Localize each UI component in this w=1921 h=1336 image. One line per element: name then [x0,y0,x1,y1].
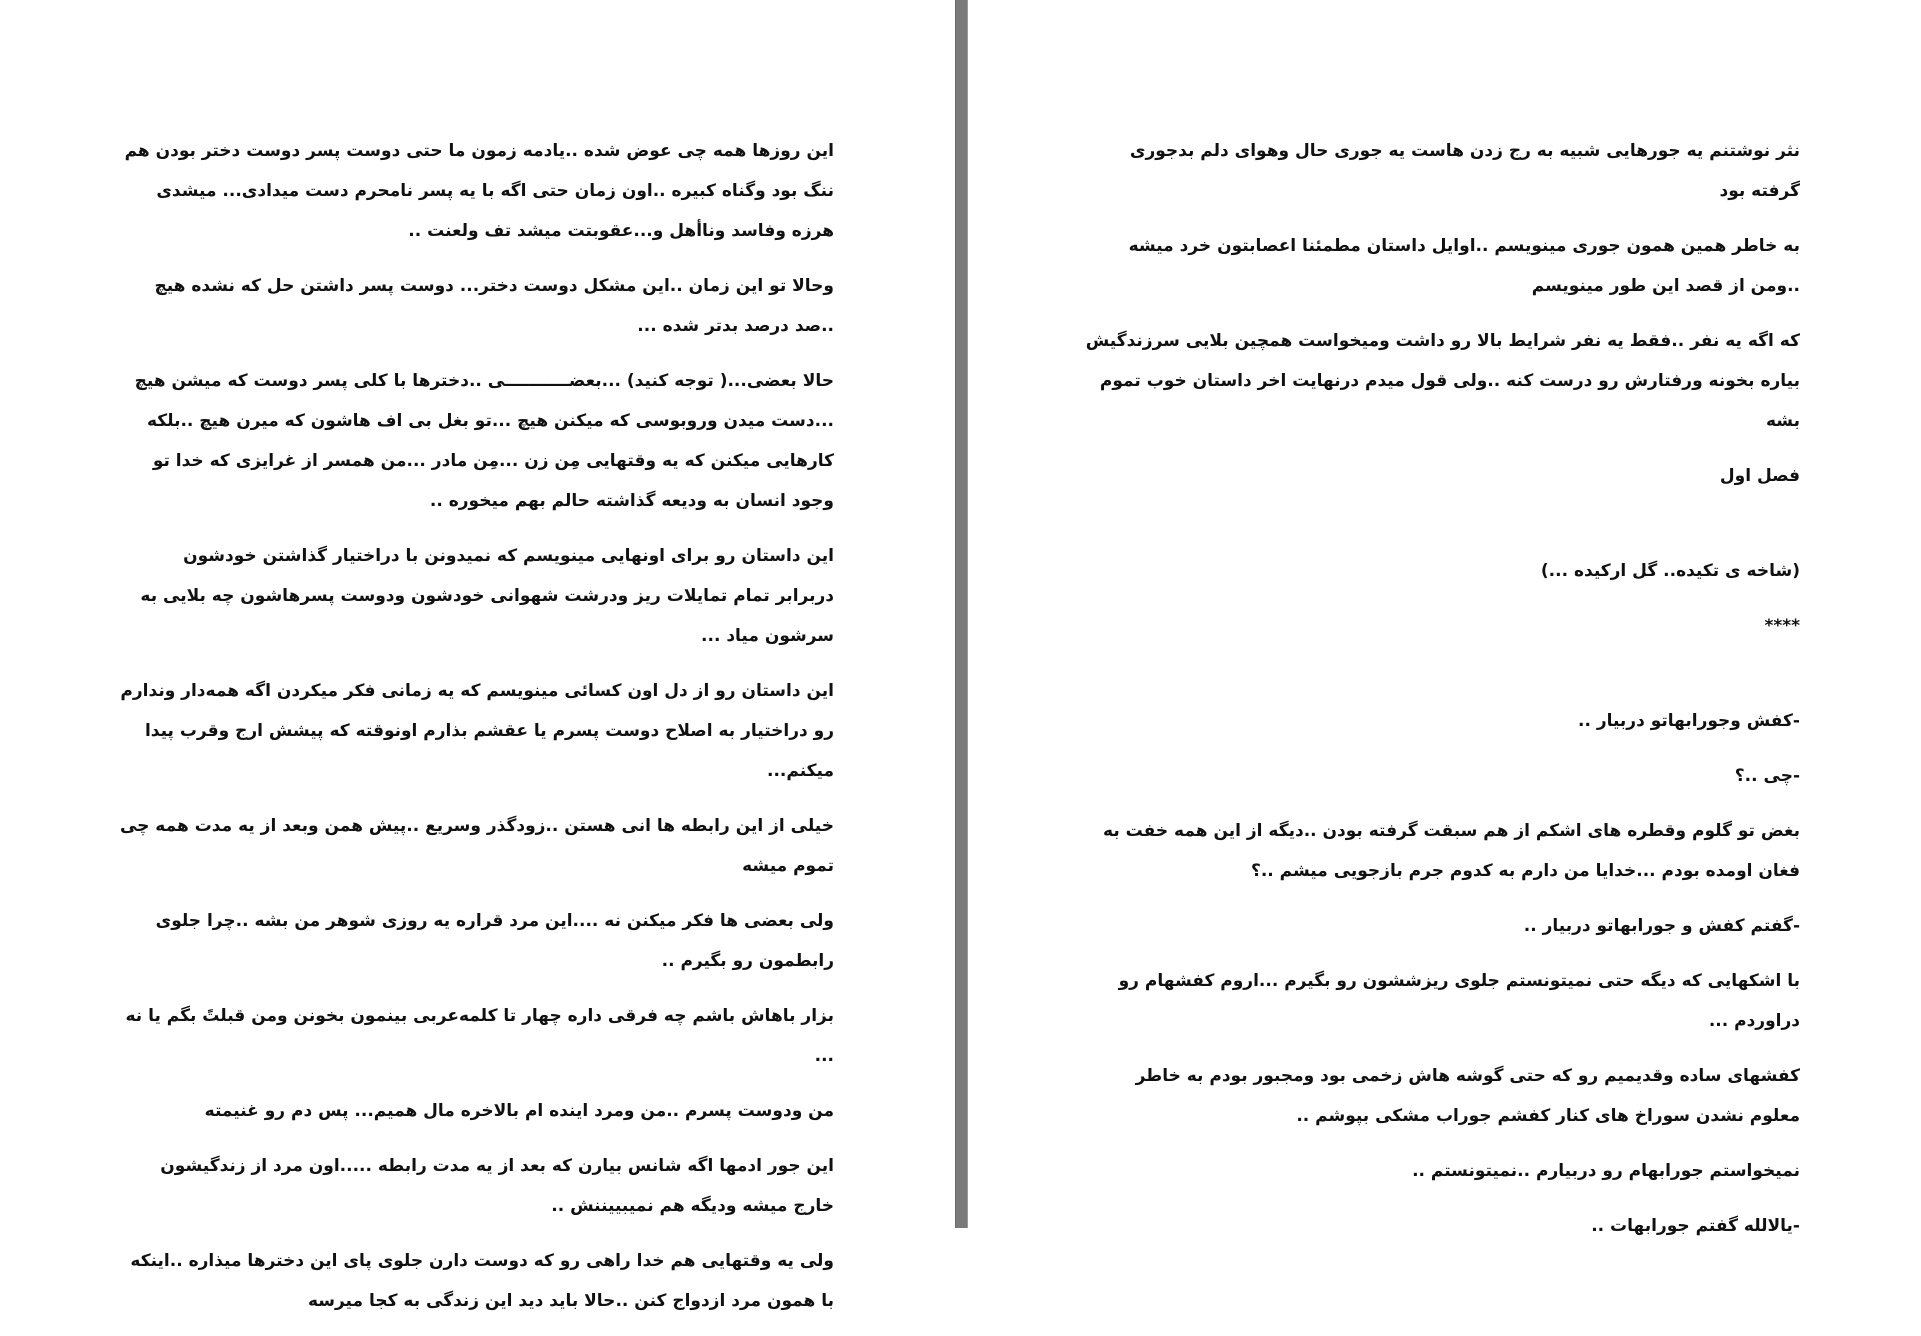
paragraph: -گفتم کفش و جورابهاتو دربیار .. [1523,916,1800,936]
paragraph: این داستان رو برای اونهایی مینویسم که نمیدونن با دراختیار گذاشتن خودشون دربرابر تمام تمایلات ریز ودرشت شهوانی خودشون ودوست پسرهاشون چه بلایی به سرشون میاد ... [140,546,834,646]
paragraph: ولی بعضی ها فکر میکنن نه ....این مرد قراره یه روزی شوهر من بشه ..چرا جلوی رابطمون رو بگیرم .. [155,911,834,971]
paragraph: ولی یه وقتهایی هم خدا راهی رو که دوست دارن جلوی پای این دخترها میذاره ..اینکه با همون مرد ازدواج کنن ..حالا باید دید این زندگی به کجا میرسه [130,1251,834,1311]
page-left-text [119,131,834,1336]
paragraph: من ودوست پسرم ..من ومرد اینده ام بالاخره مال همیم... پس دم رو غنیمته [204,1101,834,1121]
paragraph: به خاطر همین همون جوری مینویسم ..اوایل داستان مطمئنا اعصابتون خرد میشه ..ومن از قصد این طور مینویسم [1128,236,1800,296]
paragraph: نمیخواستم جورابهام رو دربیارم ..نمیتونستم .. [1412,1161,1800,1181]
chapter-heading: فصل اول [1719,466,1800,486]
paragraph: این جور ادمها اگه شانس بیارن که بعد از یه مدت رابطه .....اون مرد از زندگیشون خارج میشه ودیگه هم نمیبییننش .. [160,1156,834,1216]
section-separator: **** [1764,616,1800,636]
paragraph: که اگه یه نفر ..فقط یه نفر شرایط بالا رو داشت ومیخواست همچین بلایی سرزندگیش بیاره بخونه ورفتارش رو درست کنه ..ولی قول میدم درنهایت اخر داستان خوب تموم بشه [1085,331,1800,431]
paragraph: با اشکهایی که دیگه حتی نمیتونستم جلوی ریزششون رو بگیرم ...اروم کفشهام رو دراوردم ... [1118,971,1800,1031]
paragraph: -چی ..؟ [1734,766,1800,786]
paragraph: خیلی از این رابطه ها انی هستن ..زودگذر وسریع ..پیش همن وبعد از یه مدت همه چی تموم میشه [119,816,834,876]
paragraph: -یالالله گفتم جورابهات .. [1591,1216,1800,1236]
paragraph: -کفش وجورابهاتو دربیار .. [1577,711,1800,731]
page-gutter [955,0,968,1228]
paragraph: کفشهای ساده وقدیمیم رو که حتی گوشه هاش زخمی بود ومجبور بودم به خاطر معلوم نشدن سوراخ های کنار کفشم جوراب مشکی بپوشم .. [1135,1066,1800,1126]
page-left [0,0,955,1311]
page-right [968,0,1921,1236]
blank-line [1085,511,1800,551]
paragraph: این داستان رو از دل اون کسائی مینویسم که یه زمانی فکر میکردن اگه همه‌دار وندارم رو دراختیار به اصلاح دوست پسرم یا عقشم بذارم اونوقته که پیشش ارج وقرب پیدا میکنم... [120,681,834,781]
paragraph: بغض تو گلوم وقطره های اشکم از هم سبقت گرفته بودن ..دیگه از این همه خفت به فغان اومده بودم ...خدایا من دارم به کدوم جرم بازجویی میشم ..؟ [1103,821,1800,881]
paragraph: حالا بعضی...( توجه کنید) ...بعضـــــــــــی ..دخترها با کلی پسر دوست که میشن هیچ ...دست میدن وروبوسی که میکنن هیچ ...تو بغل بی اف هاشون که میرن هیچ ..بلکه کارهایی میکنن که یه وقتهایی مِن زن ...مِن مادر ...من همسر از غرایزی که خدا تو وجود انسان به ودیعه گذاشته حالم بهم میخوره .. [134,371,834,511]
chapter-subtitle: (شاخه ی تکیده.. گل ارکیده ...) [1540,561,1800,581]
paragraph: نثر نوشتنم یه جورهایی شبیه به رج زدن هاست یه جوری حال وهوای دلم بدجوری گرفته بود [1129,141,1800,201]
page-right-text [1085,131,1800,1261]
paragraph: بزار باهاش باشم چه فرقی داره چهار تا کلمه‌عربی بینمون بخونن ومن قبلتً بگم یا نه ... [125,1006,834,1066]
blank-line [1085,661,1800,701]
paragraph: وحالا تو این زمان ..این مشکل دوست دختر... دوست پسر داشتن حل که نشده هیچ ..صد درصد بدتر شده ... [154,276,834,336]
paragraph: این روزها همه چی عوض شده ..یادمه زمون ما حتی دوست پسر دوست دختر بودن هم ننگ بود وگناه کبیره ..اون زمان حتی اگه با یه پسر نامحرم دست میدادی... میشدی هرزه وفاسد وناأهل و...عقوبتت میشد تف ولعنت .. [124,141,834,241]
